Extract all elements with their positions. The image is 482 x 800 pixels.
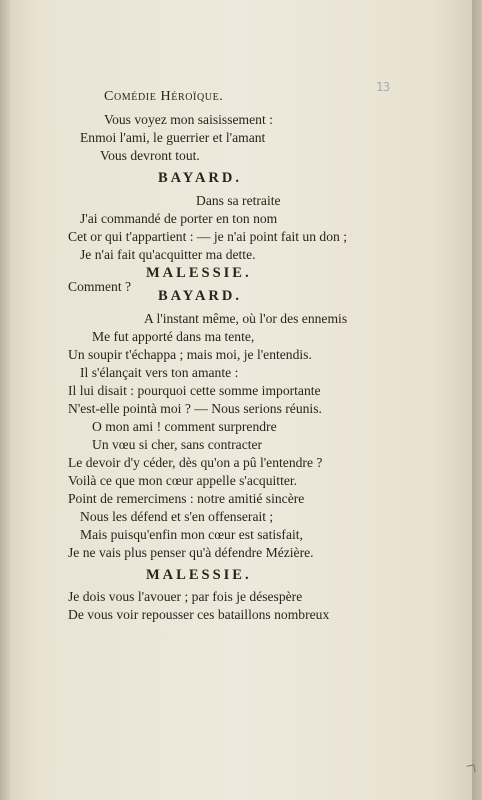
page-number: 13 xyxy=(376,80,390,94)
running-header: Comédie Héroïque. xyxy=(104,89,224,104)
verse-line: Voilà ce que mon cœur appelle s'acquitter. xyxy=(68,473,298,488)
verse-line: Un vœu si cher, sans contracter xyxy=(92,437,263,452)
speaker-name: MALESSIE. xyxy=(146,567,252,583)
verse-line: Il lui disait : pourquoi cette somme importante xyxy=(68,383,321,398)
verse-line: De vous voir repousser ces bataillons nombreux xyxy=(68,607,330,622)
verse-line: A l'instant même, où l'or des ennemis xyxy=(144,311,348,326)
verse-line: Dans sa retraite xyxy=(196,193,281,208)
speaker-name: BAYARD. xyxy=(158,170,242,186)
verse-line: Nous les défend et s'en offenserait ; xyxy=(80,509,274,524)
verse-line: Enmoi l'ami, le guerrier et l'amant xyxy=(80,130,266,145)
verse-line: Mais puisqu'enfin mon cœur est satisfait, xyxy=(80,527,303,542)
verse-line: Vous devront tout. xyxy=(100,148,200,163)
speaker-name: MALESSIE. xyxy=(146,265,252,281)
verse-line: Un soupir t'échappa ; mais moi, je l'entendis. xyxy=(68,347,312,362)
verse-line: Je dois vous l'avouer ; par fois je désespère xyxy=(68,589,303,604)
verse-line: Vous voyez mon saisissement : xyxy=(104,112,273,127)
verse-line: Il s'élançait vers ton amante : xyxy=(80,365,239,380)
verse-line: Je ne vais plus penser qu'à défendre Mézière. xyxy=(68,545,314,560)
verse-line: Le devoir d'y céder, dès qu'on a pû l'entendre ? xyxy=(68,455,323,470)
verse-line: Je n'ai fait qu'acquitter ma dette. xyxy=(80,247,256,262)
verse-line: Point de remercimens : notre amitié sincère xyxy=(68,491,305,506)
verse-line: Cet or qui t'appartient : — je n'ai point fait un don ; xyxy=(68,229,347,244)
verse-line: Comment ? xyxy=(68,279,132,294)
page-edge-shadow xyxy=(472,0,482,800)
facing-page-edge xyxy=(0,0,10,800)
verse-line: O mon ami ! comment surprendre xyxy=(92,419,277,434)
verse-line: Me fut apporté dans ma tente, xyxy=(92,329,255,344)
verse-line: J'ai commandé de porter en ton nom xyxy=(80,211,278,226)
corner-mark xyxy=(466,764,475,773)
speaker-name: BAYARD. xyxy=(158,288,242,304)
verse-line: N'est-elle pointà moi ? — Nous serions réunis. xyxy=(68,401,322,416)
